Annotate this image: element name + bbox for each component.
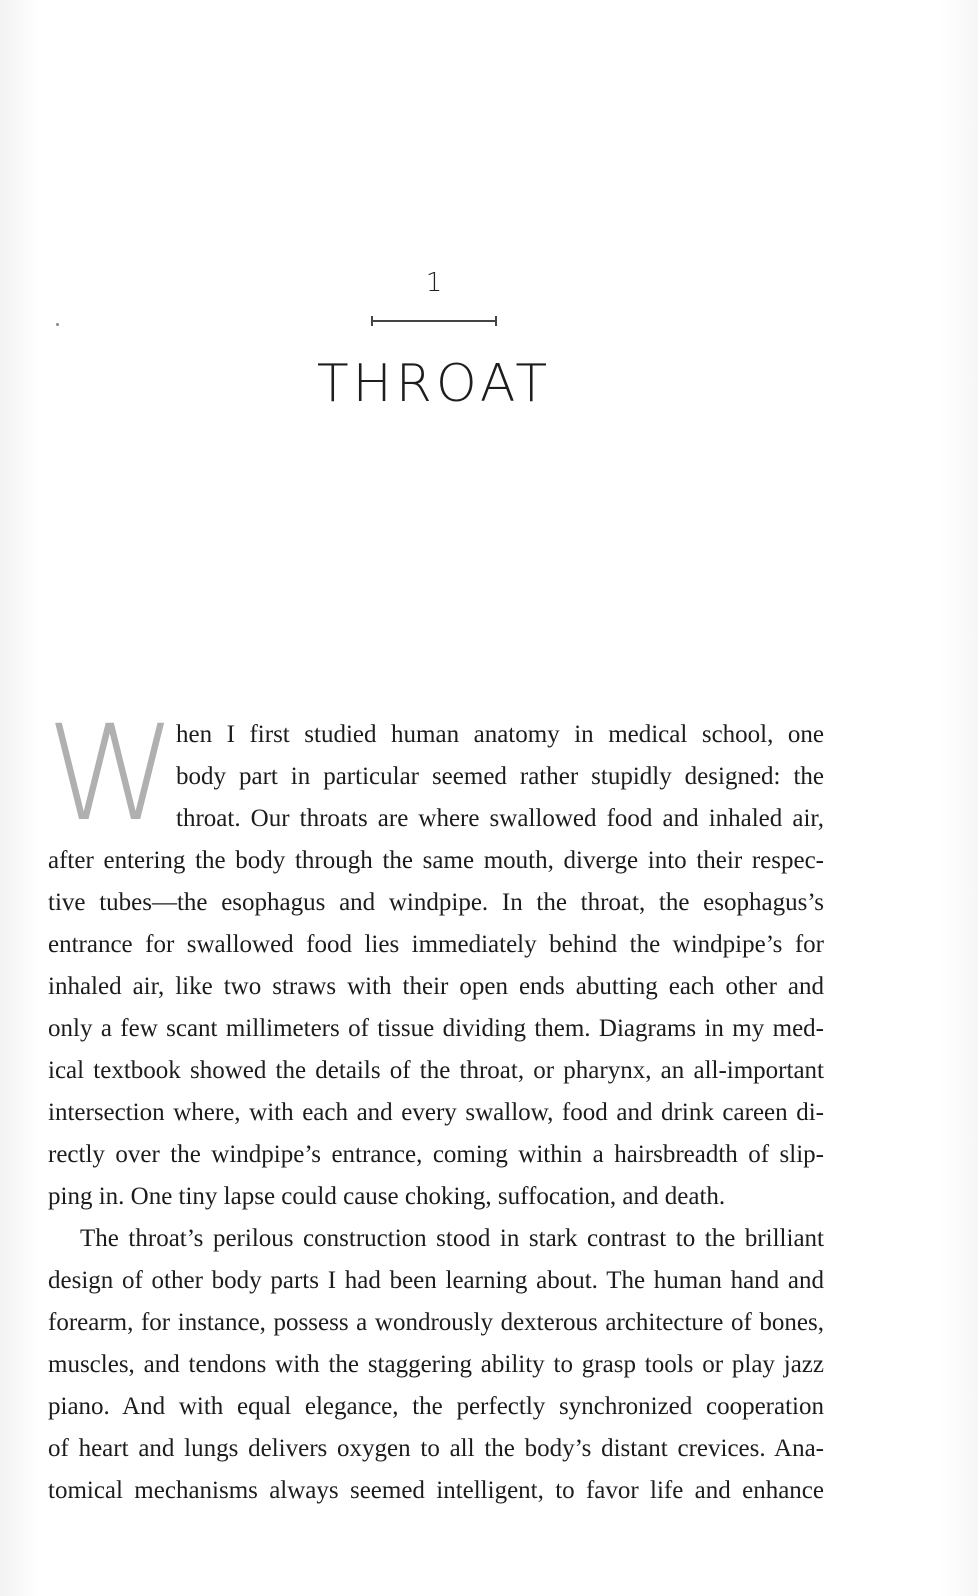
body-line: piano. And with equal elegance, the perfectly synchronized cooperation: [48, 1393, 824, 1420]
body-line: tive tubes—the esophagus and windpipe. In the throat, the esophagus’s: [48, 889, 824, 916]
body-line: ical textbook showed the details of the throat, or pharynx, an all-important: [48, 1057, 824, 1084]
scan-speck: [56, 323, 59, 326]
body-line: ping in. One tiny lapse could cause choking, suffocation, and death.: [48, 1183, 726, 1210]
chapter-divider: [371, 320, 497, 322]
drop-cap: W: [46, 697, 171, 851]
body-line: The throat’s perilous construction stood in stark contrast to the brilliant: [80, 1225, 824, 1252]
body-line: inhaled air, like two straws with their open ends abutting each other and: [48, 973, 824, 1000]
body-line: hen I first studied human anatomy in medical school, one: [176, 721, 824, 748]
body-line: tomical mechanisms always seemed intelligent, to favor life and enhance: [48, 1477, 824, 1504]
body-line: intersection where, with each and every swallow, food and drink careen di-: [48, 1099, 824, 1126]
body-line: of heart and lungs delivers oxygen to all the body’s distant crevices. Ana-: [48, 1435, 824, 1462]
body-line: only a few scant millimeters of tissue dividing them. Diagrams in my med-: [48, 1015, 824, 1042]
chapter-number: 1: [425, 268, 443, 298]
body-line: design of other body parts I had been learning about. The human hand and: [48, 1267, 824, 1294]
body-line: rectly over the windpipe’s entrance, coming within a hairsbreadth of slip-: [48, 1141, 824, 1168]
body-line: entrance for swallowed food lies immediately behind the windpipe’s for: [48, 931, 824, 958]
body-line: muscles, and tendons with the staggering ability to grasp tools or play jazz: [48, 1351, 824, 1378]
chapter-title: THROAT: [316, 354, 552, 414]
body-line: forearm, for instance, possess a wondrously dexterous architecture of bones,: [48, 1309, 824, 1336]
body-line: after entering the body through the same mouth, diverge into their respec-: [48, 847, 824, 874]
body-line: body part in particular seemed rather stupidly designed: the: [176, 763, 824, 790]
body-line: throat. Our throats are where swallowed food and inhaled air,: [176, 805, 824, 832]
